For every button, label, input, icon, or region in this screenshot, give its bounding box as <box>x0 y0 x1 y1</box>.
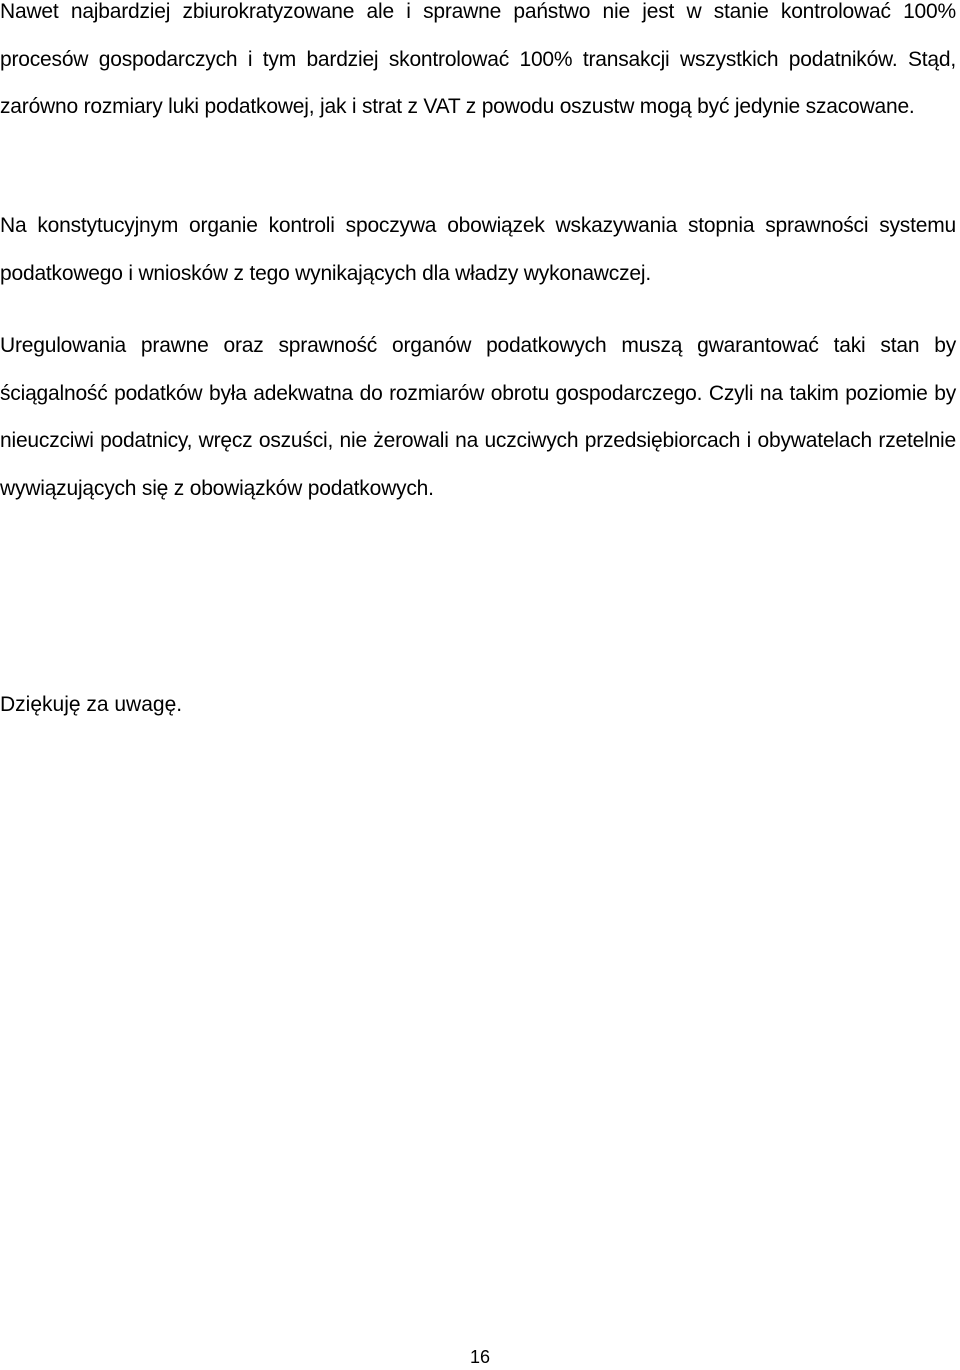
paragraph-tax-regulations: Uregulowania prawne oraz sprawność organów podatkowych muszą gwarantować taki stan by ściągalność podatków była adekwatna do rozmiarów obrotu gospodarczego. Czyli na takim poziomie by nieuczciwi podatnicy, wręcz oszuści, nie żerowali na uczciwych przedsiębiorcach i obywatelach rzetelnie wywiązujących się z obowiązków podatkowych. <box>0 334 956 500</box>
paragraph-state-control: Nawet najbardziej zbiurokratyzowane ale i sprawne państwo nie jest w stanie kontrolować 100% procesów gospodarczych i tym bardziej skontrolować 100% transakcji wszystkich podatników. Stąd, zarówno rozmiary luki podatkowej, jak i strat z VAT z powodu oszustw mogą być jedynie szacowane. <box>0 0 956 118</box>
paragraph-audit-duty: Na konstytucyjnym organie kontroli spoczywa obowiązek wskazywania stopnia sprawności systemu podatkowego i wniosków z tego wynikających dla władzy wykonawczej. <box>0 214 956 285</box>
closing-remark: Dziękuję za uwagę. <box>0 693 183 716</box>
page-number: 16 <box>469 1347 491 1367</box>
